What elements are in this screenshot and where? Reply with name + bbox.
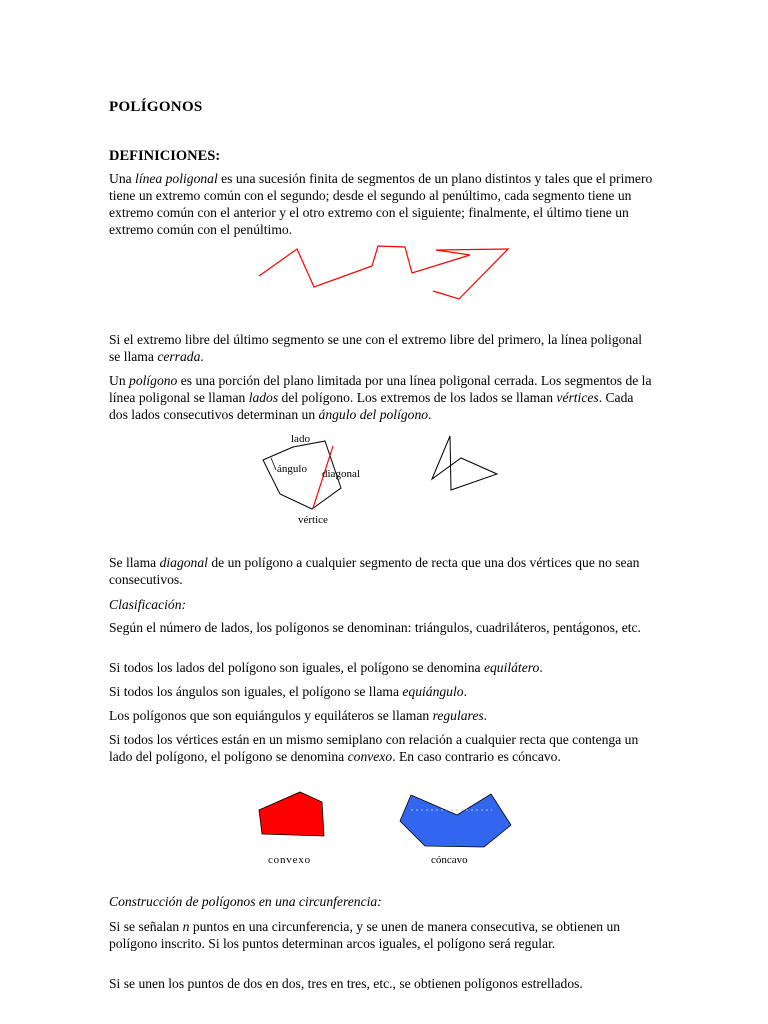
paragraph-polygonal-line: Una línea poligonal es una sucesión finita de segmentos de un plano distintos y tales que el primero tiene un extremo común con el segundo; desde el segundo al penúltimo, cada segmento tiene un extremo común con el anterior y el otro extremo con el siguiente; finalmente, el último tiene un extremo común con el penúltimo. [109, 171, 653, 237]
label-convexo: convexo [268, 854, 311, 866]
definitions-heading: DEFINICIONES: [109, 148, 221, 164]
label-diagonal: diagonal [322, 468, 360, 480]
page-title: POLÍGONOS [109, 99, 203, 115]
paragraph-closed-line: Si el extremo libre del último segmento se une con el extremo libre del primero, la línea poligonal se llama cerrada. [109, 332, 643, 364]
paragraph-inscribed: Si se señalan n puntos en una circunferencia, y se unen de manera consecutiva, se obtienen un polígono inscrito. Si los puntos determinan arcos iguales, el polígono será regular. [109, 919, 621, 951]
paragraph-classification: Según el número de lados, los polígonos se denominan: triángulos, cuadriláteros, pentágonos, etc. [109, 620, 641, 635]
paragraph-equiangular: Si todos los ángulos son iguales, el polígono se llama equiángulo. [109, 684, 467, 699]
label-lado: lado [291, 433, 310, 445]
paragraph-regular: Los polígonos que son equiángulos y equiláteros se llaman regulares. [109, 708, 488, 723]
paragraph-diagonal: Se llama diagonal de un polígono a cualquier segmento de recta que una dos vértices que no sean consecutivos. [109, 555, 640, 587]
paragraph-polygon-definition: Un polígono es una porción del plano limitada por una línea poligonal cerrada. Los segmentos de la línea poligonal se llaman lados del polígono. Los extremos de los lados se llaman vértices. Cada dos lados consecutivos determinan un ángulo del polígono. [109, 373, 652, 422]
paragraph-equilateral: Si todos los lados del polígono son iguales, el polígono se denomina equilátero. [109, 660, 543, 675]
label-vertice: vértice [298, 514, 328, 526]
convex-polygon [259, 792, 324, 836]
classification-heading: Clasificación: [109, 597, 187, 612]
paragraph-convex: Si todos los vértices están en un mismo semiplano con relación a cualquier recta que contenga un lado del polígono, el polígono se denomina convexo. En caso contrario es cóncavo. [109, 732, 639, 764]
label-angulo: ángulo [277, 463, 307, 475]
label-concavo: cóncavo [431, 854, 468, 866]
concave-polygon [400, 794, 511, 847]
construction-heading: Construcción de polígonos en una circunferencia: [109, 894, 382, 909]
paragraph-star-polygons: Si se unen los puntos de dos en dos, tres en tres, etc., se obtienen polígonos estrellados. [109, 976, 583, 991]
